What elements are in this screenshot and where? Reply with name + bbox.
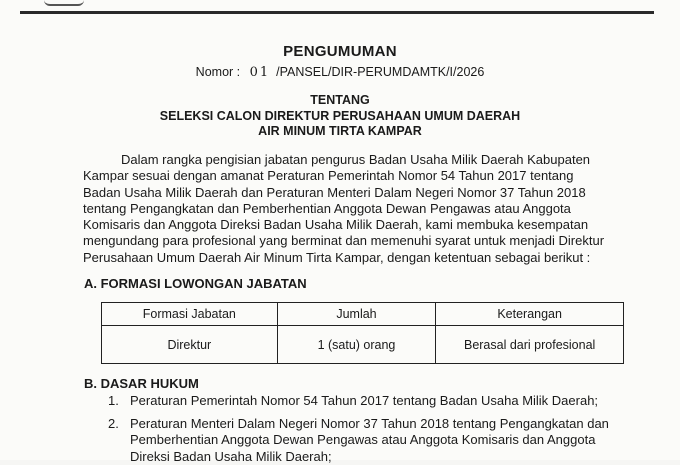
list-line: Peraturan Menteri Dalam Negeri Nomor 37 Tahun 2018 tentang Pengangkatan dan [130,416,609,431]
intro-line: Dalam rangka pengisian jabatan pengurus Badan Usaha Milik Daerah Kabupaten [121,152,591,167]
intro-line: Perusahaan Umum Daerah Air Minum Tirta Kampar, dengan ketentuan sebagai berikut : [83,249,591,265]
list-line: Peraturan Pemerintah Nomor 54 Tahun 2017 tentang Badan Usaha Milik Daerah; [130,393,599,408]
list-line: Pemberhentian Anggota Dewan Pengawas atau Anggota Komisaris dan Anggota [130,432,596,448]
nomor-suffix: /PANSEL/DIR-PERUMDAMTK/I/2026 [276,65,485,79]
intro-paragraph [83,152,653,266]
list-text [130,416,609,465]
intro-line: Badan Usaha Milik Daerah dan Peraturan Menteri Dalam Negeri Nomor 37 Tahun 2018 [83,184,586,200]
table-row [102,326,624,364]
tentang-label: TENTANG [310,93,370,107]
list-number: 2. [108,416,119,431]
list-text [130,393,598,409]
column-header: Keterangan [436,303,624,326]
section-a-heading: A. FORMASI LOWONGAN JABATAN [84,276,307,291]
column-header: Jumlah [277,303,436,326]
document-number [0,65,680,80]
letterhead-mark [44,0,84,6]
table-cell: Direktur [102,326,278,364]
intro-line: Kampar sesuai dengan amanat Peraturan Pemerintah Nomor 54 Tahun 2017 tentang [83,168,574,184]
list-line: Direksi Badan Usaha Milik Daerah; [130,448,332,464]
table-cell: Berasal dari profesional [436,326,624,364]
subject-line-2: AIR MINUM TIRTA KAMPAR [258,124,422,138]
nomor-handwritten: 01 [249,65,271,80]
column-header: Formasi Jabatan [102,303,278,326]
intro-line: tentang Pengangkatan dan Pemberhentian Anggota Dewan Pengawas atau Anggota [83,200,571,216]
section-b-heading: B. DASAR HUKUM [84,376,199,391]
intro-line: mengundang para profesional yang berminat dan memenuhi syarat untuk menjadi Direktur [83,233,605,249]
formasi-table [101,302,624,364]
letterhead-rule [20,11,654,14]
intro-line: Komisaris dan Anggota Direksi Badan Usaha Milik Daerah, kami membuka kesempatan [83,217,589,233]
nomor-label: Nomor : [195,65,241,79]
announcement-title: PENGUMUMAN [283,43,397,60]
subject-line-1: SELEKSI CALON DIREKTUR PERUSAHAAN UMUM DAERAH [159,109,521,123]
table-header-row [102,303,624,326]
table-cell: 1 (satu) orang [277,326,436,364]
list-number: 1. [108,393,119,408]
